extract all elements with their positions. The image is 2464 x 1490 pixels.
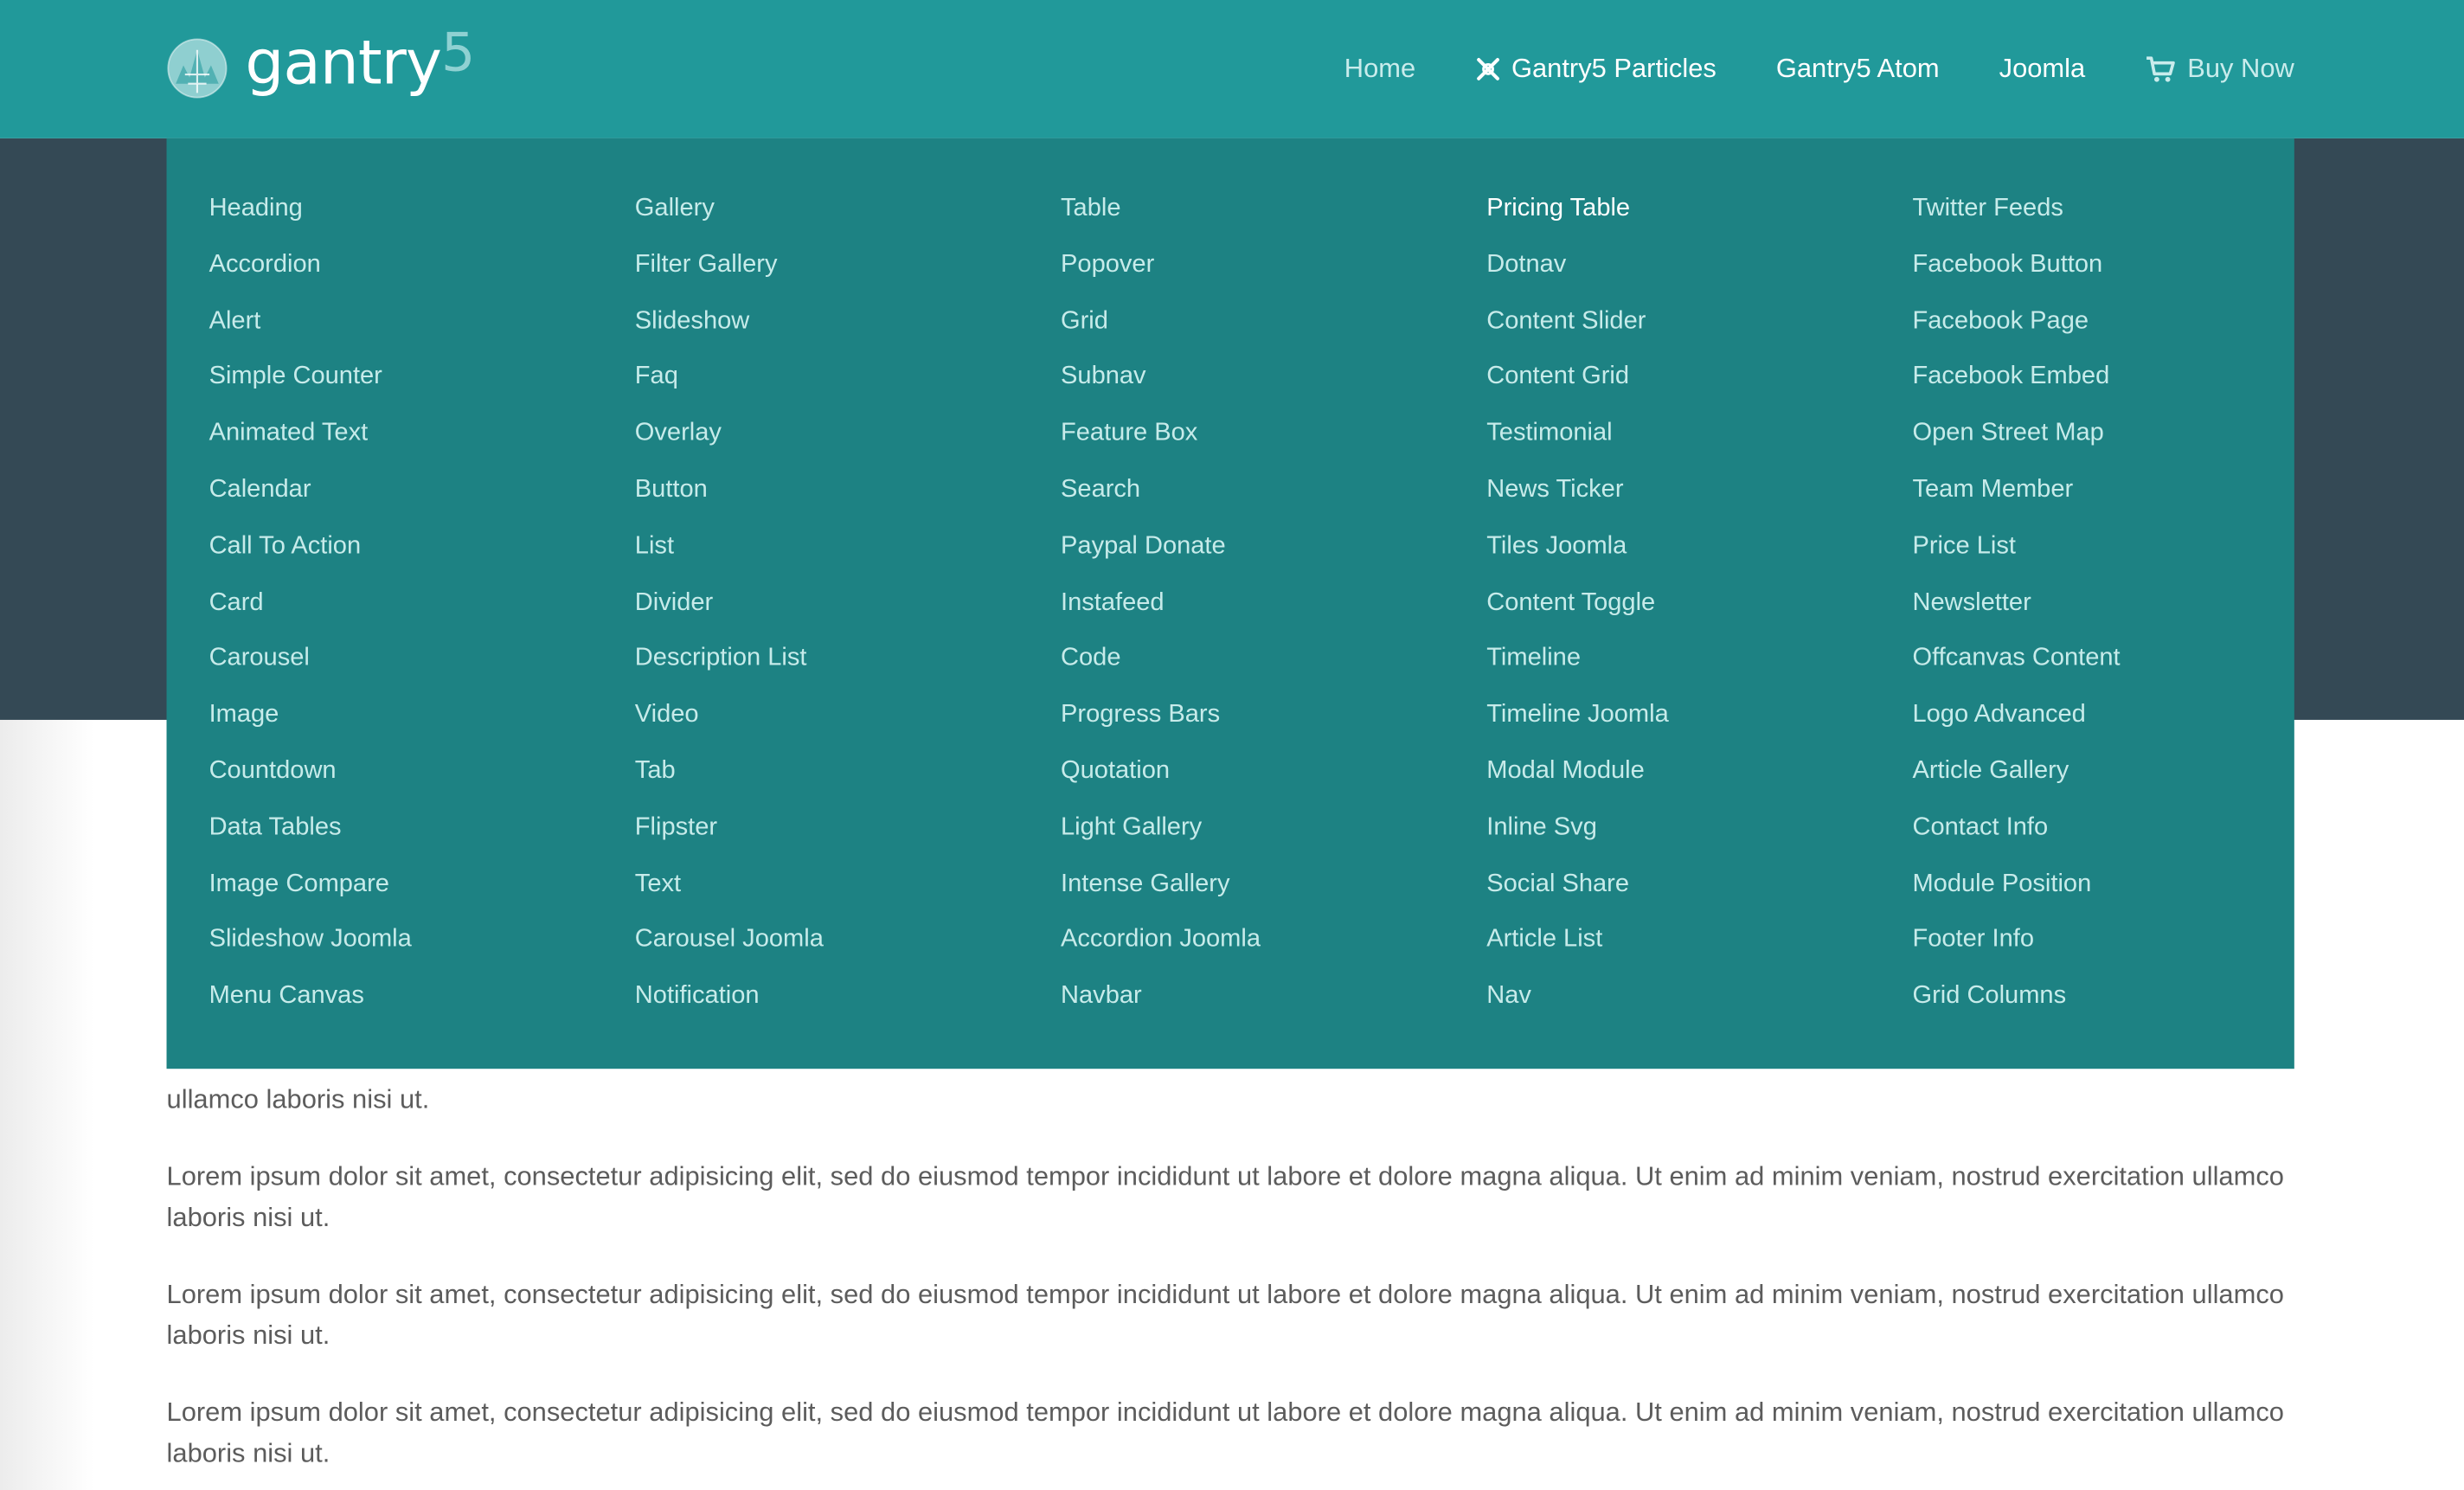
logo-wordmark: gantry: [245, 28, 441, 100]
menu-item[interactable]: Facebook Button: [1912, 251, 2103, 279]
menu-item[interactable]: Text: [634, 870, 682, 897]
menu-item[interactable]: Faq: [634, 363, 678, 391]
menu-item[interactable]: Team Member: [1912, 476, 2074, 504]
menu-item[interactable]: Table: [1061, 195, 1121, 222]
gantry-logo-icon: [167, 38, 228, 100]
menu-item[interactable]: Popover: [1061, 251, 1155, 279]
menu-item[interactable]: Carousel: [209, 645, 310, 672]
menu-item[interactable]: Inline Svg: [1486, 813, 1597, 841]
nav-item-label: Gantry5 Particles: [1511, 53, 1716, 84]
main-nav: [1285, 0, 2294, 138]
nav-item-label: Buy Now: [2187, 53, 2294, 84]
menu-item[interactable]: News Ticker: [1486, 476, 1624, 504]
cart-icon: [2145, 55, 2176, 84]
menu-item[interactable]: Intense Gallery: [1061, 870, 1230, 897]
page-edge-shade: [0, 720, 94, 1490]
megamenu-column-2: [635, 192, 824, 1036]
paragraph: Lorem ipsum dolor sit amet, consectetur adipisicing elit, sed do eiusmod tempor incididunt ut labore et dolore magna aliqua. Ut enim ad minim veniam, nostrud exercitation ullamco laboris nisi ut.: [166, 1279, 2284, 1351]
menu-item[interactable]: Grid Columns: [1912, 982, 2067, 1010]
menu-item[interactable]: Video: [634, 701, 699, 729]
menu-item[interactable]: Slideshow: [634, 307, 750, 335]
menu-item[interactable]: Contact Info: [1912, 813, 2049, 841]
menu-item[interactable]: Image Compare: [209, 870, 389, 897]
megamenu-column-5: [1912, 192, 2120, 1036]
nav-item-label: Gantry5 Atom: [1775, 53, 1940, 84]
menu-item[interactable]: Heading: [209, 195, 303, 222]
menu-item[interactable]: Light Gallery: [1061, 813, 1203, 841]
menu-item[interactable]: Timeline Joomla: [1486, 701, 1669, 729]
menu-item[interactable]: Offcanvas Content: [1912, 645, 2121, 672]
menu-item[interactable]: Accordion Joomla: [1061, 926, 1261, 954]
menu-item[interactable]: Flipster: [634, 813, 718, 841]
menu-item[interactable]: Price List: [1912, 532, 2016, 560]
menu-item[interactable]: Tab: [634, 757, 676, 785]
nav-item-gantry5-particles[interactable]: [1475, 54, 1716, 85]
menu-item[interactable]: Alert: [209, 307, 261, 335]
menu-item[interactable]: Animated Text: [209, 420, 369, 447]
menu-item[interactable]: Article List: [1486, 926, 1603, 954]
menu-item[interactable]: Progress Bars: [1061, 701, 1221, 729]
site-header: [0, 0, 2464, 138]
menu-item[interactable]: Accordion: [209, 251, 321, 279]
menu-item[interactable]: Feature Box: [1061, 420, 1198, 447]
menu-item[interactable]: Newsletter: [1912, 588, 2031, 616]
menu-item[interactable]: Navbar: [1061, 982, 1142, 1010]
menu-item[interactable]: Filter Gallery: [634, 251, 778, 279]
menu-item[interactable]: Slideshow Joomla: [209, 926, 412, 954]
menu-item[interactable]: Content Grid: [1486, 363, 1630, 391]
menu-item[interactable]: Countdown: [209, 757, 337, 785]
menu-item[interactable]: Content Slider: [1486, 307, 1646, 335]
menu-item[interactable]: Dotnav: [1486, 251, 1567, 279]
menu-item[interactable]: Card: [209, 588, 264, 616]
nav-item-joomla[interactable]: [1999, 54, 2086, 85]
menu-item[interactable]: Logo Advanced: [1912, 701, 2086, 729]
site-logo[interactable]: [167, 22, 476, 100]
menu-item[interactable]: Overlay: [634, 420, 722, 447]
menu-item[interactable]: Grid: [1061, 307, 1108, 335]
menu-item[interactable]: Description List: [634, 645, 807, 672]
menu-item[interactable]: Footer Info: [1912, 926, 2035, 954]
menu-item[interactable]: Gallery: [634, 195, 715, 222]
menu-item[interactable]: Nav: [1486, 982, 1531, 1010]
menu-item[interactable]: Menu Canvas: [209, 982, 364, 1010]
menu-item[interactable]: Simple Counter: [209, 363, 382, 391]
menu-item[interactable]: Twitter Feeds: [1912, 195, 2063, 222]
menu-item[interactable]: Social Share: [1486, 870, 1630, 897]
megamenu-column-3: [1061, 192, 1261, 1036]
particles-icon: [1475, 56, 1500, 81]
menu-item[interactable]: Divider: [634, 588, 714, 616]
menu-item[interactable]: Subnav: [1061, 363, 1146, 391]
menu-item[interactable]: Data Tables: [209, 813, 342, 841]
nav-item-label: Home: [1344, 53, 1416, 84]
menu-item[interactable]: Instafeed: [1061, 588, 1165, 616]
menu-item[interactable]: Image: [209, 701, 279, 729]
megamenu-column-1: [209, 192, 412, 1036]
menu-item[interactable]: Module Position: [1912, 870, 2092, 897]
menu-item[interactable]: Call To Action: [209, 532, 362, 560]
menu-item[interactable]: Search: [1061, 476, 1141, 504]
menu-item[interactable]: Facebook Page: [1912, 307, 2089, 335]
menu-item[interactable]: Notification: [634, 982, 760, 1010]
menu-item[interactable]: Paypal Donate: [1061, 532, 1226, 560]
megamenu-column-4: [1486, 192, 1668, 1036]
nav-item-buy-now[interactable]: [2145, 54, 2294, 85]
menu-item[interactable]: Tiles Joomla: [1486, 532, 1627, 560]
menu-item[interactable]: List: [634, 532, 675, 560]
menu-item[interactable]: Code: [1061, 645, 1121, 672]
menu-item[interactable]: Open Street Map: [1912, 420, 2104, 447]
menu-item[interactable]: Modal Module: [1486, 757, 1645, 785]
menu-item[interactable]: Calendar: [209, 476, 311, 504]
paragraph: Lorem ipsum dolor sit amet, consectetur adipisicing elit, sed do eiusmod tempor incididunt ut labore et dolore magna aliqua. Ut enim ad minim veniam, nostrud exercitation ullamco laboris nisi ut.: [166, 1161, 2284, 1233]
menu-item[interactable]: Button: [634, 476, 708, 504]
nav-item-label: Joomla: [1999, 53, 2086, 84]
menu-item[interactable]: Carousel Joomla: [634, 926, 824, 954]
nav-item-gantry5-atom[interactable]: [1776, 54, 1940, 85]
menu-item[interactable]: Testimonial: [1486, 420, 1613, 447]
menu-item[interactable]: Content Toggle: [1486, 588, 1656, 616]
menu-item[interactable]: Timeline: [1486, 645, 1581, 672]
logo-version-number: 5: [440, 22, 476, 86]
menu-item-active[interactable]: Pricing Table: [1486, 195, 1631, 222]
menu-item[interactable]: Quotation: [1061, 757, 1171, 785]
paragraph: Lorem ipsum dolor sit amet, consectetur adipisicing elit, sed do eiusmod tempor incididunt ut labore et dolore magna aliqua. Ut enim ad minim veniam, nostrud exercitation ullamco laboris nisi ut.: [166, 1397, 2284, 1468]
menu-item[interactable]: Facebook Embed: [1912, 363, 2110, 391]
paragraph: ullamco laboris nisi ut.: [166, 1084, 430, 1114]
main-content: [167, 1037, 2294, 1490]
menu-item[interactable]: Article Gallery: [1912, 757, 2069, 785]
particles-megamenu: [167, 138, 2294, 1069]
nav-item-home[interactable]: [1344, 54, 1415, 85]
